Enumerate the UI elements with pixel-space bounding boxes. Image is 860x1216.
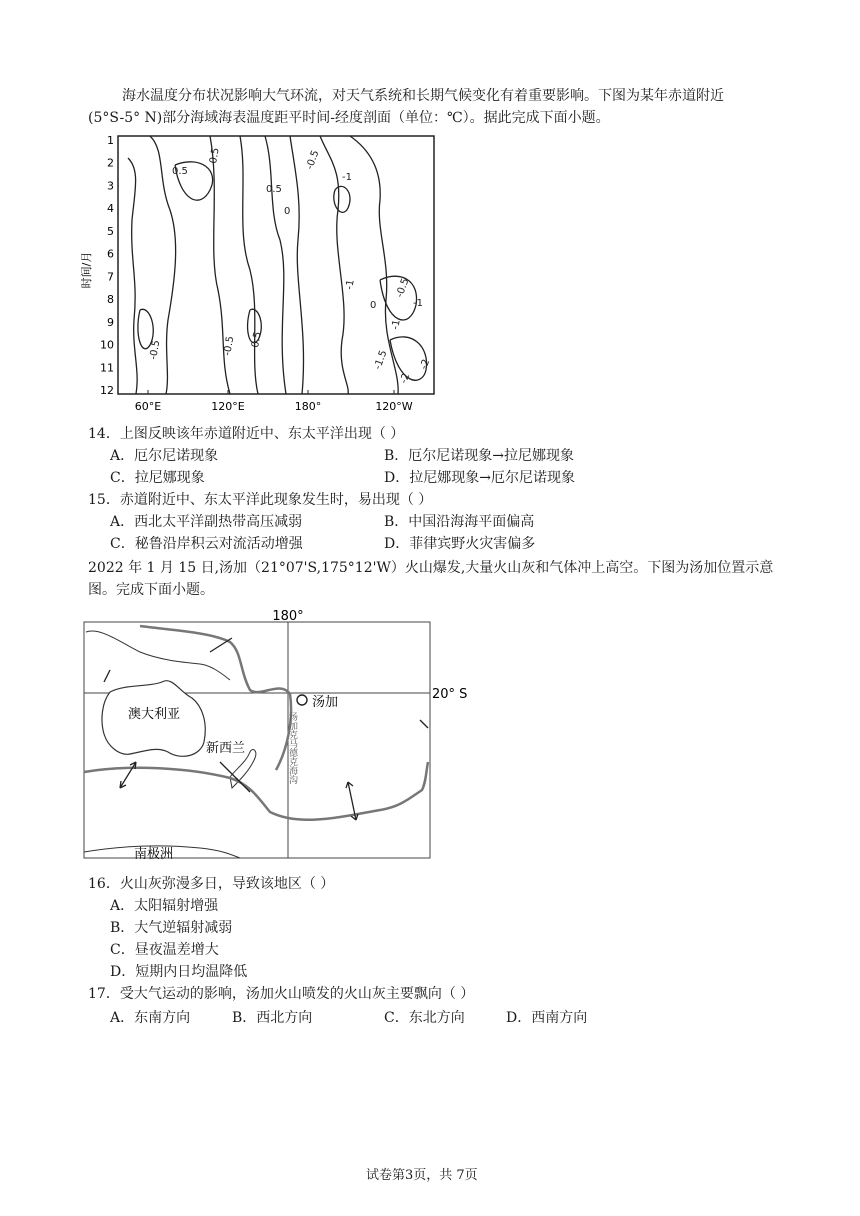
contour-label: 0.5 (172, 166, 188, 177)
contour-label: -2 (398, 371, 413, 386)
contour-label: 0 (284, 206, 291, 217)
y-tick-label: 1 (107, 134, 114, 147)
contour-label: -1 (344, 278, 357, 291)
contour-label: -1 (342, 172, 352, 183)
y-tick-label: 10 (100, 338, 114, 352)
q15-stem: 15．赤道附近中、东太平洋此现象发生时，易出现（ ） (88, 492, 433, 508)
x-tick-label: 120°E (211, 400, 245, 413)
tonga-location-map (80, 602, 480, 864)
new-zealand-label: 新西兰 (206, 741, 246, 756)
contour-value-labels (148, 147, 432, 385)
q17-option-b[interactable]: B．西北方向 (232, 1010, 313, 1026)
q14-option-a[interactable]: A．厄尔尼诺现象 (110, 448, 219, 464)
contour-label: -1 (390, 318, 403, 331)
intro1-line1: 海水温度分布状况影响大气环流，对天气系统和长期气候变化有着重要影响。下图为某年赤道附近 (122, 88, 724, 104)
contour-label: 0.5 (250, 330, 264, 349)
contour-label: 0 (370, 300, 377, 311)
q17-option-c[interactable]: C．东北方向 (384, 1010, 465, 1026)
q17-option-d[interactable]: D．西南方向 (506, 1010, 588, 1026)
x-tick-label: 60°E (134, 400, 162, 413)
x-tick-label: 180° (294, 400, 322, 413)
page-footer: 试卷第3页，共 7页 (366, 1168, 478, 1183)
y-tick-label: 2 (107, 156, 114, 170)
y-tick-label: 11 (100, 361, 114, 375)
contour-label: 0.5 (208, 146, 222, 165)
q15-option-d[interactable]: D．菲律宾野火灾害偏多 (384, 536, 536, 552)
y-tick-label: 8 (107, 293, 114, 307)
q17-stem: 17．受大气运动的影响，汤加火山喷发的火山灰主要飘向（ ） (88, 986, 475, 1002)
tonga-marker (297, 695, 307, 705)
q14-option-d[interactable]: D．拉尼娜现象→厄尔尼诺现象 (384, 470, 575, 486)
sst-anomaly-contour-chart (80, 130, 450, 420)
contour-label: -0.5 (148, 339, 163, 361)
australia-label: 澳大利亚 (128, 707, 181, 722)
q15-option-c[interactable]: C．秘鲁沿岸积云对流活动增强 (110, 536, 303, 552)
q16-stem: 16．火山灰弥漫多日，导致该地区（ ） (88, 876, 335, 892)
q15-option-b[interactable]: B．中国沿海海平面偏高 (384, 514, 535, 530)
y-tick-label: 5 (107, 224, 114, 238)
q16-option-a[interactable]: A．太阳辐射增强 (110, 898, 219, 914)
longitude-180-label: 180° (272, 609, 304, 624)
q14-option-c[interactable]: C．拉尼娜现象 (110, 470, 205, 486)
contour-label: -0.5 (304, 148, 322, 172)
contour-label: -0.5 (222, 335, 237, 357)
q17-option-a[interactable]: A．东南方向 (110, 1010, 191, 1026)
contour-label: -1 (413, 298, 423, 309)
contour-label: -1.5 (372, 348, 390, 372)
intro2-line2: 图。完成下面小题。 (88, 582, 214, 598)
q16-option-b[interactable]: B．大气逆辐射减弱 (110, 920, 233, 936)
trench-label: 汤加克马德克海沟 (287, 712, 297, 784)
q16-option-d[interactable]: D．短期内日均温降低 (110, 964, 248, 980)
q14-option-b[interactable]: B．厄尔尼诺现象→拉尼娜现象 (384, 448, 575, 464)
y-tick-label: 4 (107, 202, 114, 216)
q16-option-c[interactable]: C．昼夜温差增大 (110, 942, 219, 958)
plate-boundary (84, 762, 428, 820)
q14-stem: 14．上图反映该年赤道附近中、东太平洋出现（ ） (88, 426, 405, 442)
q15-option-a[interactable]: A．西北太平洋副热带高压减弱 (110, 514, 303, 530)
y-axis-label: 时间/月 (80, 251, 93, 289)
contour-label: -0.5 (394, 276, 412, 300)
y-tick-label: 12 (100, 384, 114, 397)
y-tick-label: 9 (107, 315, 114, 329)
y-tick-label: 7 (107, 270, 114, 284)
intro1-line2: (5°S-5° N)部分海域海表温度距平时间-经度剖面（单位：℃）。据此完成下面小题。 (88, 110, 610, 126)
contour-label: -2 (418, 357, 433, 372)
tonga-label: 汤加 (312, 695, 339, 710)
antarctica-label: 南极洲 (134, 847, 174, 862)
y-tick-label: 3 (107, 179, 114, 193)
latitude-20s-label: 20° S (432, 687, 468, 702)
intro2-line1: 2022 年 1 月 15 日,汤加（21°07'S,175°12'W）火山爆发,大量火山灰和气体冲上高空。下图为汤加位置示意 (88, 560, 774, 576)
y-tick-label: 6 (107, 247, 114, 261)
x-tick-label: 120°W (375, 400, 413, 413)
contour-label: 0.5 (266, 184, 282, 195)
